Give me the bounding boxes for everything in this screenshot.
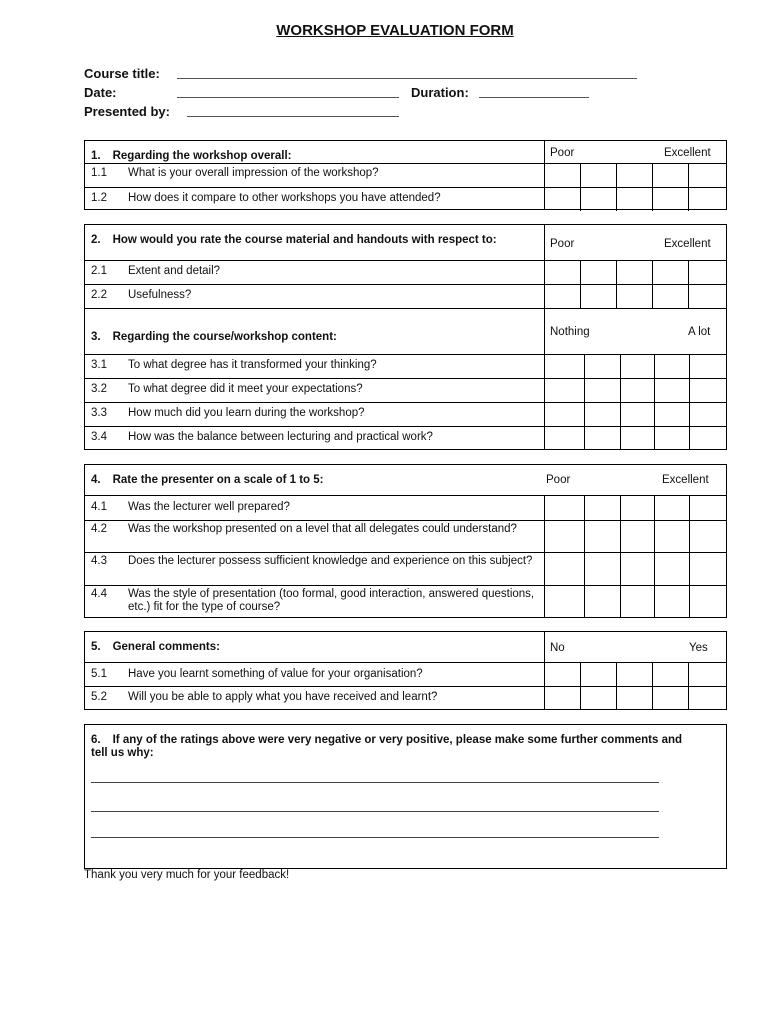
section-1-heading: 1. Regarding the workshop overall: — [91, 150, 292, 162]
rating-cell[interactable] — [620, 586, 621, 617]
rating-cell[interactable] — [689, 496, 690, 520]
rating-cell[interactable] — [689, 355, 690, 378]
rating-cell[interactable] — [620, 379, 621, 402]
section-5-scale-high: Yes — [689, 642, 708, 654]
table-row: 3.4 How was the balance between lecturing and practical work? — [85, 426, 726, 449]
rating-cell[interactable] — [580, 285, 581, 308]
rating-cell[interactable] — [689, 521, 690, 552]
section-2-scale-high: Excellent — [664, 238, 711, 250]
comment-line[interactable] — [91, 811, 659, 812]
table-row: 3.3 How much did you learn during the workshop? — [85, 402, 726, 426]
section-3-heading: 3. Regarding the course/workshop content: — [91, 331, 337, 343]
rating-cell[interactable] — [689, 553, 690, 585]
table-row: 4.2 Was the workshop presented on a level that all delegates could understand? — [85, 520, 726, 552]
comment-line[interactable] — [91, 782, 659, 783]
section-5-scale-low: No — [550, 642, 565, 654]
rating-cell[interactable] — [584, 496, 585, 520]
rating-cell[interactable] — [688, 285, 689, 308]
rating-cell[interactable] — [620, 403, 621, 426]
rating-cell[interactable] — [584, 521, 585, 552]
rating-cell[interactable] — [616, 188, 617, 211]
course-title-field[interactable] — [177, 78, 637, 79]
course-title-label: Course title: — [84, 66, 160, 81]
rating-cell[interactable] — [654, 355, 655, 378]
table-row: 5.1 Have you learnt something of value for your organisation? — [85, 662, 726, 686]
section-3-scale-low: Nothing — [550, 326, 590, 338]
rating-cell[interactable] — [688, 188, 689, 211]
table-row: 2.2 Usefulness? — [85, 284, 726, 308]
table-row: 4.4 Was the style of presentation (too formal, good interaction, answered questions, etc.) fit for the type of course? — [85, 585, 726, 617]
section-3-header-row — [85, 308, 726, 354]
section-2-3 — [84, 224, 727, 450]
comment-line[interactable] — [91, 837, 659, 838]
rating-cell[interactable] — [652, 687, 653, 709]
rating-cell[interactable] — [688, 687, 689, 709]
rating-cell[interactable] — [584, 427, 585, 449]
rating-cell[interactable] — [620, 521, 621, 552]
section-1-scale-high: Excellent — [664, 147, 711, 159]
section-5-heading: 5. General comments: — [91, 641, 220, 653]
rating-cell[interactable] — [688, 163, 689, 187]
rating-cell[interactable] — [580, 188, 581, 211]
rating-cell[interactable] — [654, 586, 655, 617]
table-row: 4.1 Was the lecturer well prepared? — [85, 495, 726, 520]
rating-cell[interactable] — [654, 553, 655, 585]
section-4-scale-low: Poor — [546, 474, 571, 486]
rating-cell[interactable] — [652, 261, 653, 284]
rating-cell[interactable] — [616, 163, 617, 187]
rating-cell[interactable] — [654, 427, 655, 449]
rating-cell[interactable] — [620, 553, 621, 585]
rating-cell[interactable] — [616, 663, 617, 686]
rating-cell[interactable] — [616, 285, 617, 308]
thanks-note: Thank you very much for your feedback! — [84, 869, 290, 881]
rating-cell[interactable] — [688, 663, 689, 686]
section-1-scale-low: Poor — [550, 147, 575, 159]
table-row: 3.2 To what degree did it meet your expectations? — [85, 378, 726, 402]
table-row: 2.1 Extent and detail? — [85, 260, 726, 284]
section-5 — [84, 631, 727, 710]
presented-by-label: Presented by: — [84, 104, 170, 119]
section-6 — [84, 724, 727, 869]
table-row: 1.2 How does it compare to other workshops you have attended? — [85, 187, 726, 211]
rating-cell[interactable] — [654, 496, 655, 520]
duration-label: Duration: — [411, 85, 469, 100]
rating-cell[interactable] — [584, 379, 585, 402]
rating-cell[interactable] — [654, 521, 655, 552]
rating-cell[interactable] — [620, 427, 621, 449]
section-3-scale-high: A lot — [688, 326, 711, 338]
rating-cell[interactable] — [654, 379, 655, 402]
table-row: 5.2 Will you be able to apply what you have received and learnt? — [85, 686, 726, 709]
rating-cell[interactable] — [689, 403, 690, 426]
rating-cell[interactable] — [689, 586, 690, 617]
section-6-heading: 6. If any of the ratings above were very negative or very positive, please make some further comments and tell us why: — [91, 734, 683, 759]
rating-cell[interactable] — [652, 663, 653, 686]
rating-cell[interactable] — [580, 663, 581, 686]
rating-cell[interactable] — [616, 261, 617, 284]
rating-cell[interactable] — [652, 188, 653, 211]
section-4-heading: 4. Rate the presenter on a scale of 1 to 5: — [91, 474, 324, 486]
duration-field[interactable] — [479, 97, 589, 98]
section-1 — [84, 140, 727, 210]
section-4-scale-high: Excellent — [662, 474, 709, 486]
rating-cell[interactable] — [616, 687, 617, 709]
section-4 — [84, 464, 727, 618]
table-row: 3.1 To what degree has it transformed your thinking? — [85, 354, 726, 378]
rating-cell[interactable] — [584, 355, 585, 378]
rating-cell[interactable] — [689, 427, 690, 449]
rating-cell[interactable] — [580, 163, 581, 187]
date-field[interactable] — [177, 97, 399, 98]
date-label: Date: — [84, 85, 117, 100]
rating-cell[interactable] — [652, 163, 653, 187]
rating-cell[interactable] — [620, 496, 621, 520]
rating-cell[interactable] — [580, 687, 581, 709]
form-title: WORKSHOP EVALUATION FORM — [276, 22, 514, 39]
rating-cell[interactable] — [584, 403, 585, 426]
rating-cell[interactable] — [584, 553, 585, 585]
rating-cell[interactable] — [620, 355, 621, 378]
section-2-heading: 2. How would you rate the course material and handouts with respect to: — [91, 234, 497, 246]
rating-cell[interactable] — [654, 403, 655, 426]
presented-by-field[interactable] — [187, 116, 399, 117]
rating-cell[interactable] — [652, 285, 653, 308]
rating-cell[interactable] — [580, 261, 581, 284]
table-row: 1.1 What is your overall impression of the workshop? — [85, 163, 726, 187]
rating-cell[interactable] — [689, 379, 690, 402]
table-row: 4.3 Does the lecturer possess sufficient knowledge and experience on this subject? — [85, 552, 726, 585]
section-2-scale-low: Poor — [550, 238, 575, 250]
rating-cell[interactable] — [584, 586, 585, 617]
rating-cell[interactable] — [688, 261, 689, 284]
